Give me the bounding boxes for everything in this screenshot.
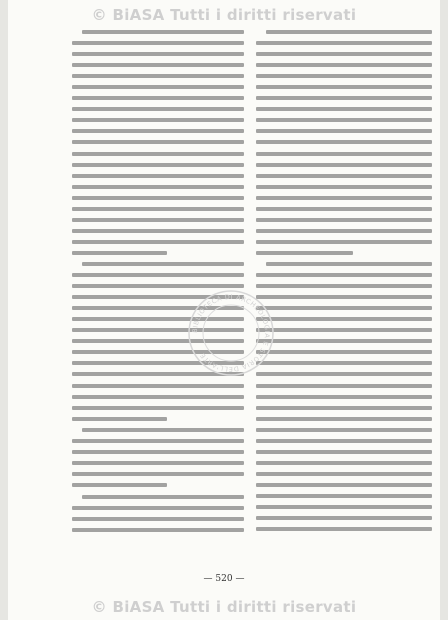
text-line bbox=[266, 262, 432, 266]
text-line bbox=[256, 251, 353, 255]
text-line bbox=[72, 107, 244, 111]
text-line bbox=[256, 417, 432, 421]
text-line bbox=[72, 218, 244, 222]
text-line bbox=[256, 140, 432, 144]
text-line bbox=[256, 527, 432, 531]
text-line bbox=[72, 74, 244, 78]
text-line bbox=[256, 384, 432, 388]
text-line bbox=[82, 30, 244, 34]
text-column-right bbox=[256, 30, 432, 542]
text-line bbox=[72, 417, 167, 421]
text-line bbox=[72, 129, 244, 133]
text-line bbox=[256, 406, 432, 410]
text-line bbox=[72, 395, 244, 399]
text-line bbox=[256, 361, 432, 365]
text-line bbox=[72, 472, 244, 476]
text-line bbox=[256, 207, 432, 211]
text-line bbox=[256, 41, 432, 45]
text-line bbox=[72, 384, 244, 388]
text-line bbox=[72, 41, 244, 45]
text-line bbox=[256, 107, 432, 111]
text-line bbox=[256, 428, 432, 432]
text-line bbox=[82, 428, 244, 432]
copyright-symbol: © bbox=[91, 598, 107, 616]
text-line bbox=[256, 174, 432, 178]
text-line bbox=[256, 328, 432, 332]
text-line bbox=[72, 528, 244, 532]
text-column-left bbox=[72, 30, 244, 542]
text-line bbox=[256, 129, 432, 133]
text-line bbox=[72, 140, 244, 144]
text-line bbox=[256, 461, 432, 465]
text-line bbox=[256, 284, 432, 288]
text-line bbox=[72, 439, 244, 443]
text-line bbox=[72, 118, 244, 122]
library-seal bbox=[186, 288, 276, 378]
text-line bbox=[72, 174, 244, 178]
text-line bbox=[72, 483, 167, 487]
text-line bbox=[72, 207, 244, 211]
text-line bbox=[256, 118, 432, 122]
watermark-text: BiASA Tutti i diritti riservati bbox=[112, 6, 357, 24]
seal-text: BIBLIOTECA DI ARCHEOLOGIA E STORIA DELL'ARTE bbox=[190, 292, 272, 374]
text-line bbox=[72, 506, 244, 510]
text-line bbox=[256, 505, 432, 509]
text-line bbox=[82, 495, 244, 499]
text-line bbox=[72, 240, 244, 244]
text-line bbox=[256, 372, 432, 376]
text-line bbox=[256, 196, 432, 200]
text-line bbox=[72, 461, 244, 465]
text-line bbox=[256, 229, 432, 233]
text-line bbox=[256, 395, 432, 399]
text-line bbox=[72, 229, 244, 233]
page-number: — 520 — bbox=[203, 574, 245, 584]
text-line bbox=[256, 516, 432, 520]
text-line bbox=[256, 74, 432, 78]
text-line bbox=[256, 450, 432, 454]
watermark-top bbox=[0, 6, 448, 24]
text-line bbox=[256, 472, 432, 476]
text-line bbox=[256, 306, 432, 310]
text-line bbox=[82, 262, 244, 266]
text-line bbox=[256, 96, 432, 100]
text-line bbox=[72, 273, 244, 277]
text-line bbox=[256, 218, 432, 222]
text-line bbox=[256, 439, 432, 443]
text-line bbox=[256, 350, 432, 354]
text-line bbox=[266, 30, 432, 34]
text-line bbox=[256, 339, 432, 343]
text-line bbox=[256, 273, 432, 277]
text-line bbox=[72, 96, 244, 100]
scan-edge-right bbox=[440, 0, 448, 620]
text-line bbox=[72, 163, 244, 167]
text-line bbox=[256, 483, 432, 487]
text-line bbox=[72, 85, 244, 89]
text-line bbox=[256, 494, 432, 498]
copyright-symbol: © bbox=[91, 6, 107, 24]
scan-edge-left bbox=[0, 0, 8, 620]
text-line bbox=[72, 52, 244, 56]
watermark-text: BiASA Tutti i diritti riservati bbox=[112, 598, 357, 616]
text-line bbox=[72, 63, 244, 67]
text-line bbox=[72, 517, 244, 521]
text-line bbox=[256, 52, 432, 56]
text-line bbox=[72, 152, 244, 156]
text-line bbox=[72, 196, 244, 200]
text-line bbox=[256, 240, 432, 244]
text-line bbox=[72, 251, 167, 255]
text-line bbox=[256, 185, 432, 189]
text-line bbox=[256, 63, 432, 67]
text-line bbox=[256, 317, 432, 321]
text-line bbox=[256, 295, 432, 299]
text-line bbox=[72, 185, 244, 189]
text-line bbox=[256, 85, 432, 89]
watermark-bottom bbox=[0, 598, 448, 616]
text-line bbox=[256, 163, 432, 167]
text-line bbox=[256, 152, 432, 156]
text-line bbox=[72, 406, 244, 410]
text-line bbox=[72, 450, 244, 454]
